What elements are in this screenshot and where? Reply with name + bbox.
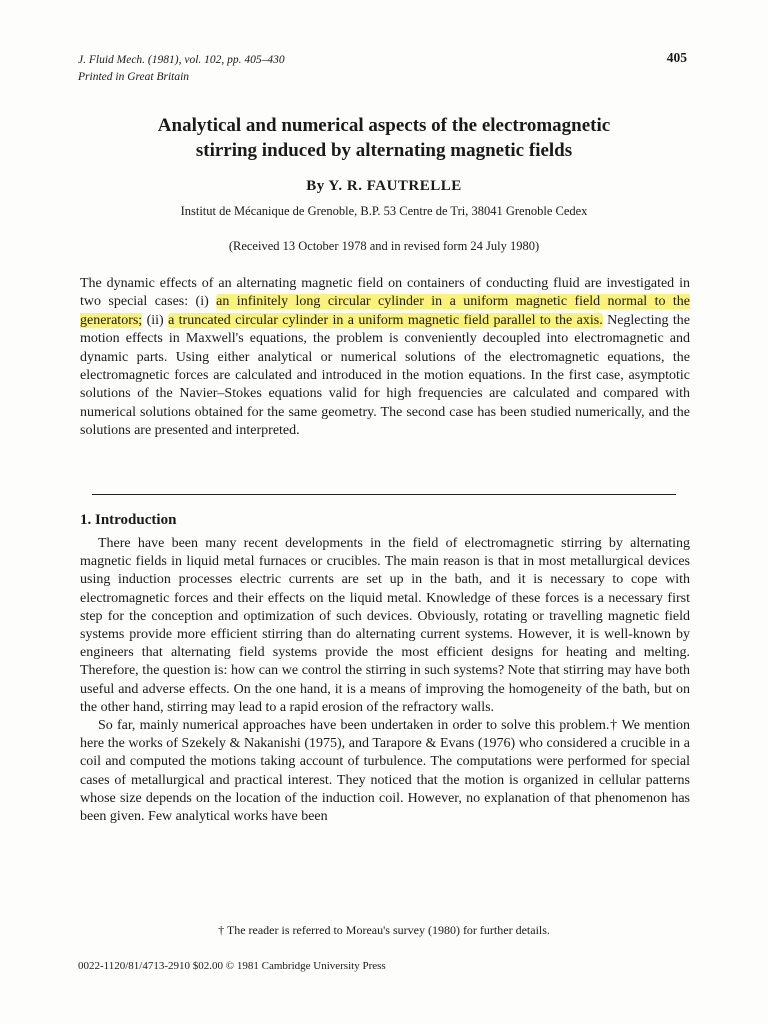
abstract-text-3: Neglecting the motion effects in Maxwell's equations, the problem is conveniently decoupled into electromagnetic and dynamic parts. Using either analytical or numerical solutions of the electromagnetic equations, the electromagnetic forces are calculated and introduced in the motion equations. In the first case, asymptotic solutions of the Navier–Stokes equations valid for high frequencies are calculated and compared with numerical solutions obtained for the same geometry. The second case has been studied numerically, and the solutions are presented and interpreted. bbox=[80, 312, 690, 439]
page-number: 405 bbox=[666, 50, 687, 65]
printed-line: Printed in Great Britain bbox=[78, 71, 190, 83]
abstract bbox=[80, 275, 690, 441]
title-line-2: stirring induced by alternating magnetic fields bbox=[195, 140, 573, 161]
footnote: † The reader is referred to Moreau's survey (1980) for further details. bbox=[218, 923, 550, 937]
section-heading: 1. Introduction bbox=[80, 512, 177, 528]
copyright-line: 0022-1120/81/4713-2910 $02.00 © 1981 Cambridge University Press bbox=[78, 960, 386, 972]
title-line-1: Analytical and numerical aspects of the electromagnetic bbox=[157, 115, 611, 136]
abstract-text-2: (ii) bbox=[142, 312, 169, 328]
abstract-highlight-1: an infinitely long circular cylinder in a uniform magnetic field normal to the generators; bbox=[80, 294, 690, 328]
paper-title bbox=[60, 113, 708, 163]
affiliation: Institut de Mécanique de Grenoble, B.P. 53 Centre de Tri, 38041 Grenoble Cedex bbox=[180, 204, 588, 218]
abstract-text-1: The dynamic effects of an alternating magnetic field on containers of conducting fluid are investigated in two special cases: (i) bbox=[80, 276, 690, 310]
section-body bbox=[80, 535, 690, 826]
received-dates: (Received 13 October 1978 and in revised form 24 July 1980) bbox=[228, 239, 540, 253]
paragraph-1: There have been many recent developments in the field of electromagnetic stirring by alternating magnetic fields in liquid metal furnaces or crucibles. The main reason is that in most metallurgical devices using induction processes electric currents are set up in the bath, and it is necessary to cope with electromagnetic forces and their effects on the liquid metal. Knowledge of these forces is a necessary first step for the conception and optimization of such devices. Obviously, rotating or travelling magnetic field systems provide more efficient stirring than do alternating current systems. However, it is well-known by engineers that alternating field systems provide the most efficient designs for heating and melting. Therefore, the question is: how can we control the stirring in such systems? Note that stirring may have both useful and adverse effects. On the one hand, it is a means of improving the homogeneity of the bath, but on the other hand, stirring may lead to a rapid erosion of the refractory walls. bbox=[80, 536, 690, 715]
abstract-highlight-2: a truncated circular cylinder in a uniform magnetic field parallel to the axis. bbox=[168, 312, 603, 328]
section-divider bbox=[92, 494, 676, 495]
paragraph-2: So far, mainly numerical approaches have been undertaken in order to solve this problem.† We mention here the works of Szekely & Nakanishi (1975), and Tarapore & Evans (1976) who considered a crucible in a coil and computed the motions taking account of turbulence. The computations were performed for special cases of metallurgical and practical interest. They noticed that the motion is organized in cellular patterns whose size depends on the location of the induction coil. However, no explanation of that phenomenon has been given. Few analytical works have been bbox=[80, 718, 690, 825]
journal-citation bbox=[78, 52, 285, 86]
author-line: By Y. R. FAUTRELLE bbox=[306, 178, 462, 194]
journal-line: J. Fluid Mech. (1981), vol. 102, pp. 405–430 bbox=[78, 54, 285, 66]
